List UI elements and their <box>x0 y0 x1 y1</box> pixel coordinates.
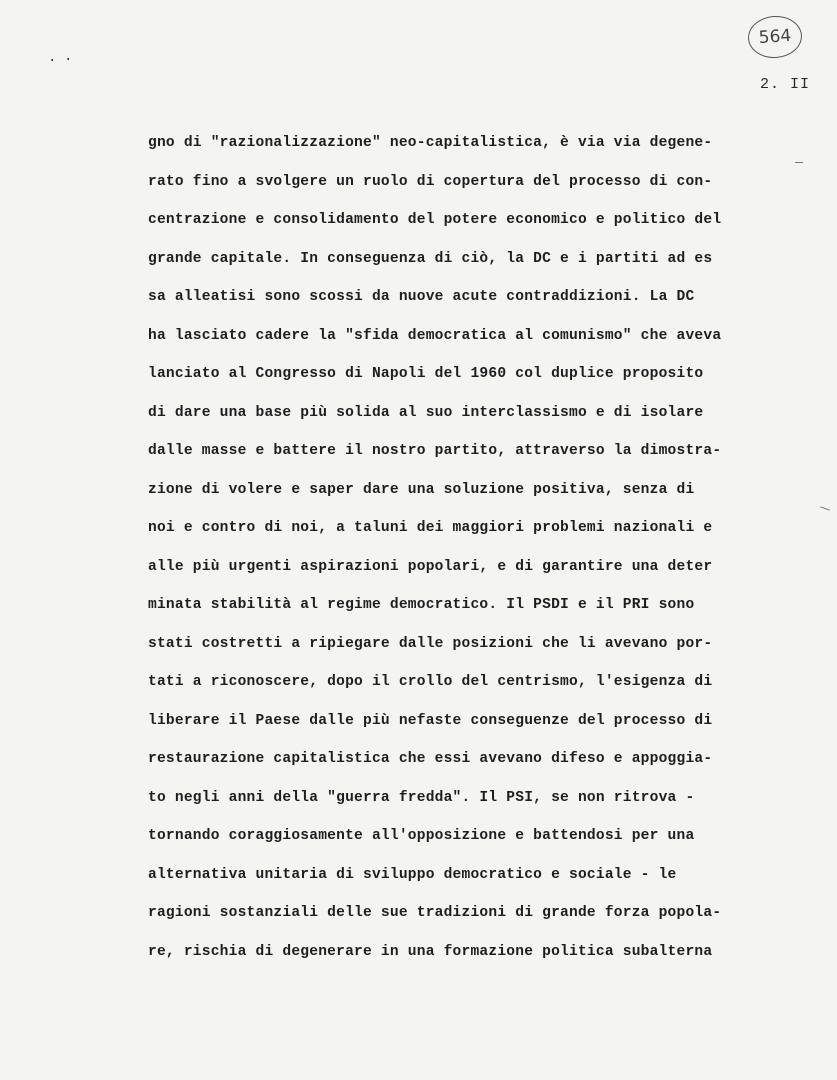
stamp-number-text: 564 <box>758 25 792 49</box>
text-line-18: to negli anni della "guerra fredda". Il PSI, se non ritrova - <box>148 789 695 806</box>
margin-stroke-mark <box>820 506 830 510</box>
text-line-8: di dare una base più solida al suo interclassismo e di isolare <box>148 404 704 421</box>
text-line-11: noi e contro di noi, a taluni dei maggiori problemi nazionali e <box>148 520 713 536</box>
text-line-9: dalle masse e battere il nostro partito, attraverso la dimostra- <box>148 443 722 459</box>
text-line-2: rato fino a svolgere un ruolo di copertura del processo di con- <box>148 173 713 190</box>
text-line-10: zione di volere e saper dare una soluzione positiva, senza di <box>148 481 695 498</box>
text-line-15: tati a riconoscere, dopo il crollo del centrismo, l'esigenza di <box>148 674 713 690</box>
text-line-5: sa alleatisi sono scossi da nuove acute contraddizioni. La DC <box>148 289 695 305</box>
text-line-16: liberare il Paese dalle più nefaste conseguenze del processo di <box>148 712 713 729</box>
text-line-6: ha lasciato cadere la "sfida democratica al comunismo" che aveva <box>148 327 722 344</box>
stray-mark-dot: . <box>48 50 57 66</box>
text-line-19: tornando coraggiosamente all'opposizione e battendosi per una <box>148 828 695 844</box>
page-number: 2. II <box>760 76 811 93</box>
text-line-21: ragioni sostanziali delle sue tradizioni di grande forza popola- <box>148 905 722 921</box>
archive-stamp-number <box>747 14 804 60</box>
text-line-1: gno di "razionalizzazione" neo-capitalistica, è via via degene- <box>148 135 713 151</box>
text-line-17: restaurazione capitalistica che essi avevano difeso e appoggia- <box>148 751 713 767</box>
document-body <box>148 124 808 971</box>
text-line-12: alle più urgenti aspirazioni popolari, e di garantire una deter <box>148 558 713 575</box>
stray-mark-dot-2: · <box>64 52 73 68</box>
text-line-22: re, rischia di degenerare in una formazione politica subalterna <box>148 943 713 960</box>
text-line-3: centrazione e consolidamento del potere economico e politico del <box>148 212 722 228</box>
text-line-13: minata stabilità al regime democratico. Il PSDI e il PRI sono <box>148 597 695 613</box>
text-line-20: alternativa unitaria di sviluppo democratico e sociale - le <box>148 866 677 883</box>
text-line-14: stati costretti a ripiegare dalle posizioni che li avevano por- <box>148 635 713 652</box>
text-line-4: grande capitale. In conseguenza di ciò, la DC e i partiti ad es <box>148 250 713 267</box>
text-line-7: lanciato al Congresso di Napoli del 1960 col duplice proposito <box>148 366 704 382</box>
